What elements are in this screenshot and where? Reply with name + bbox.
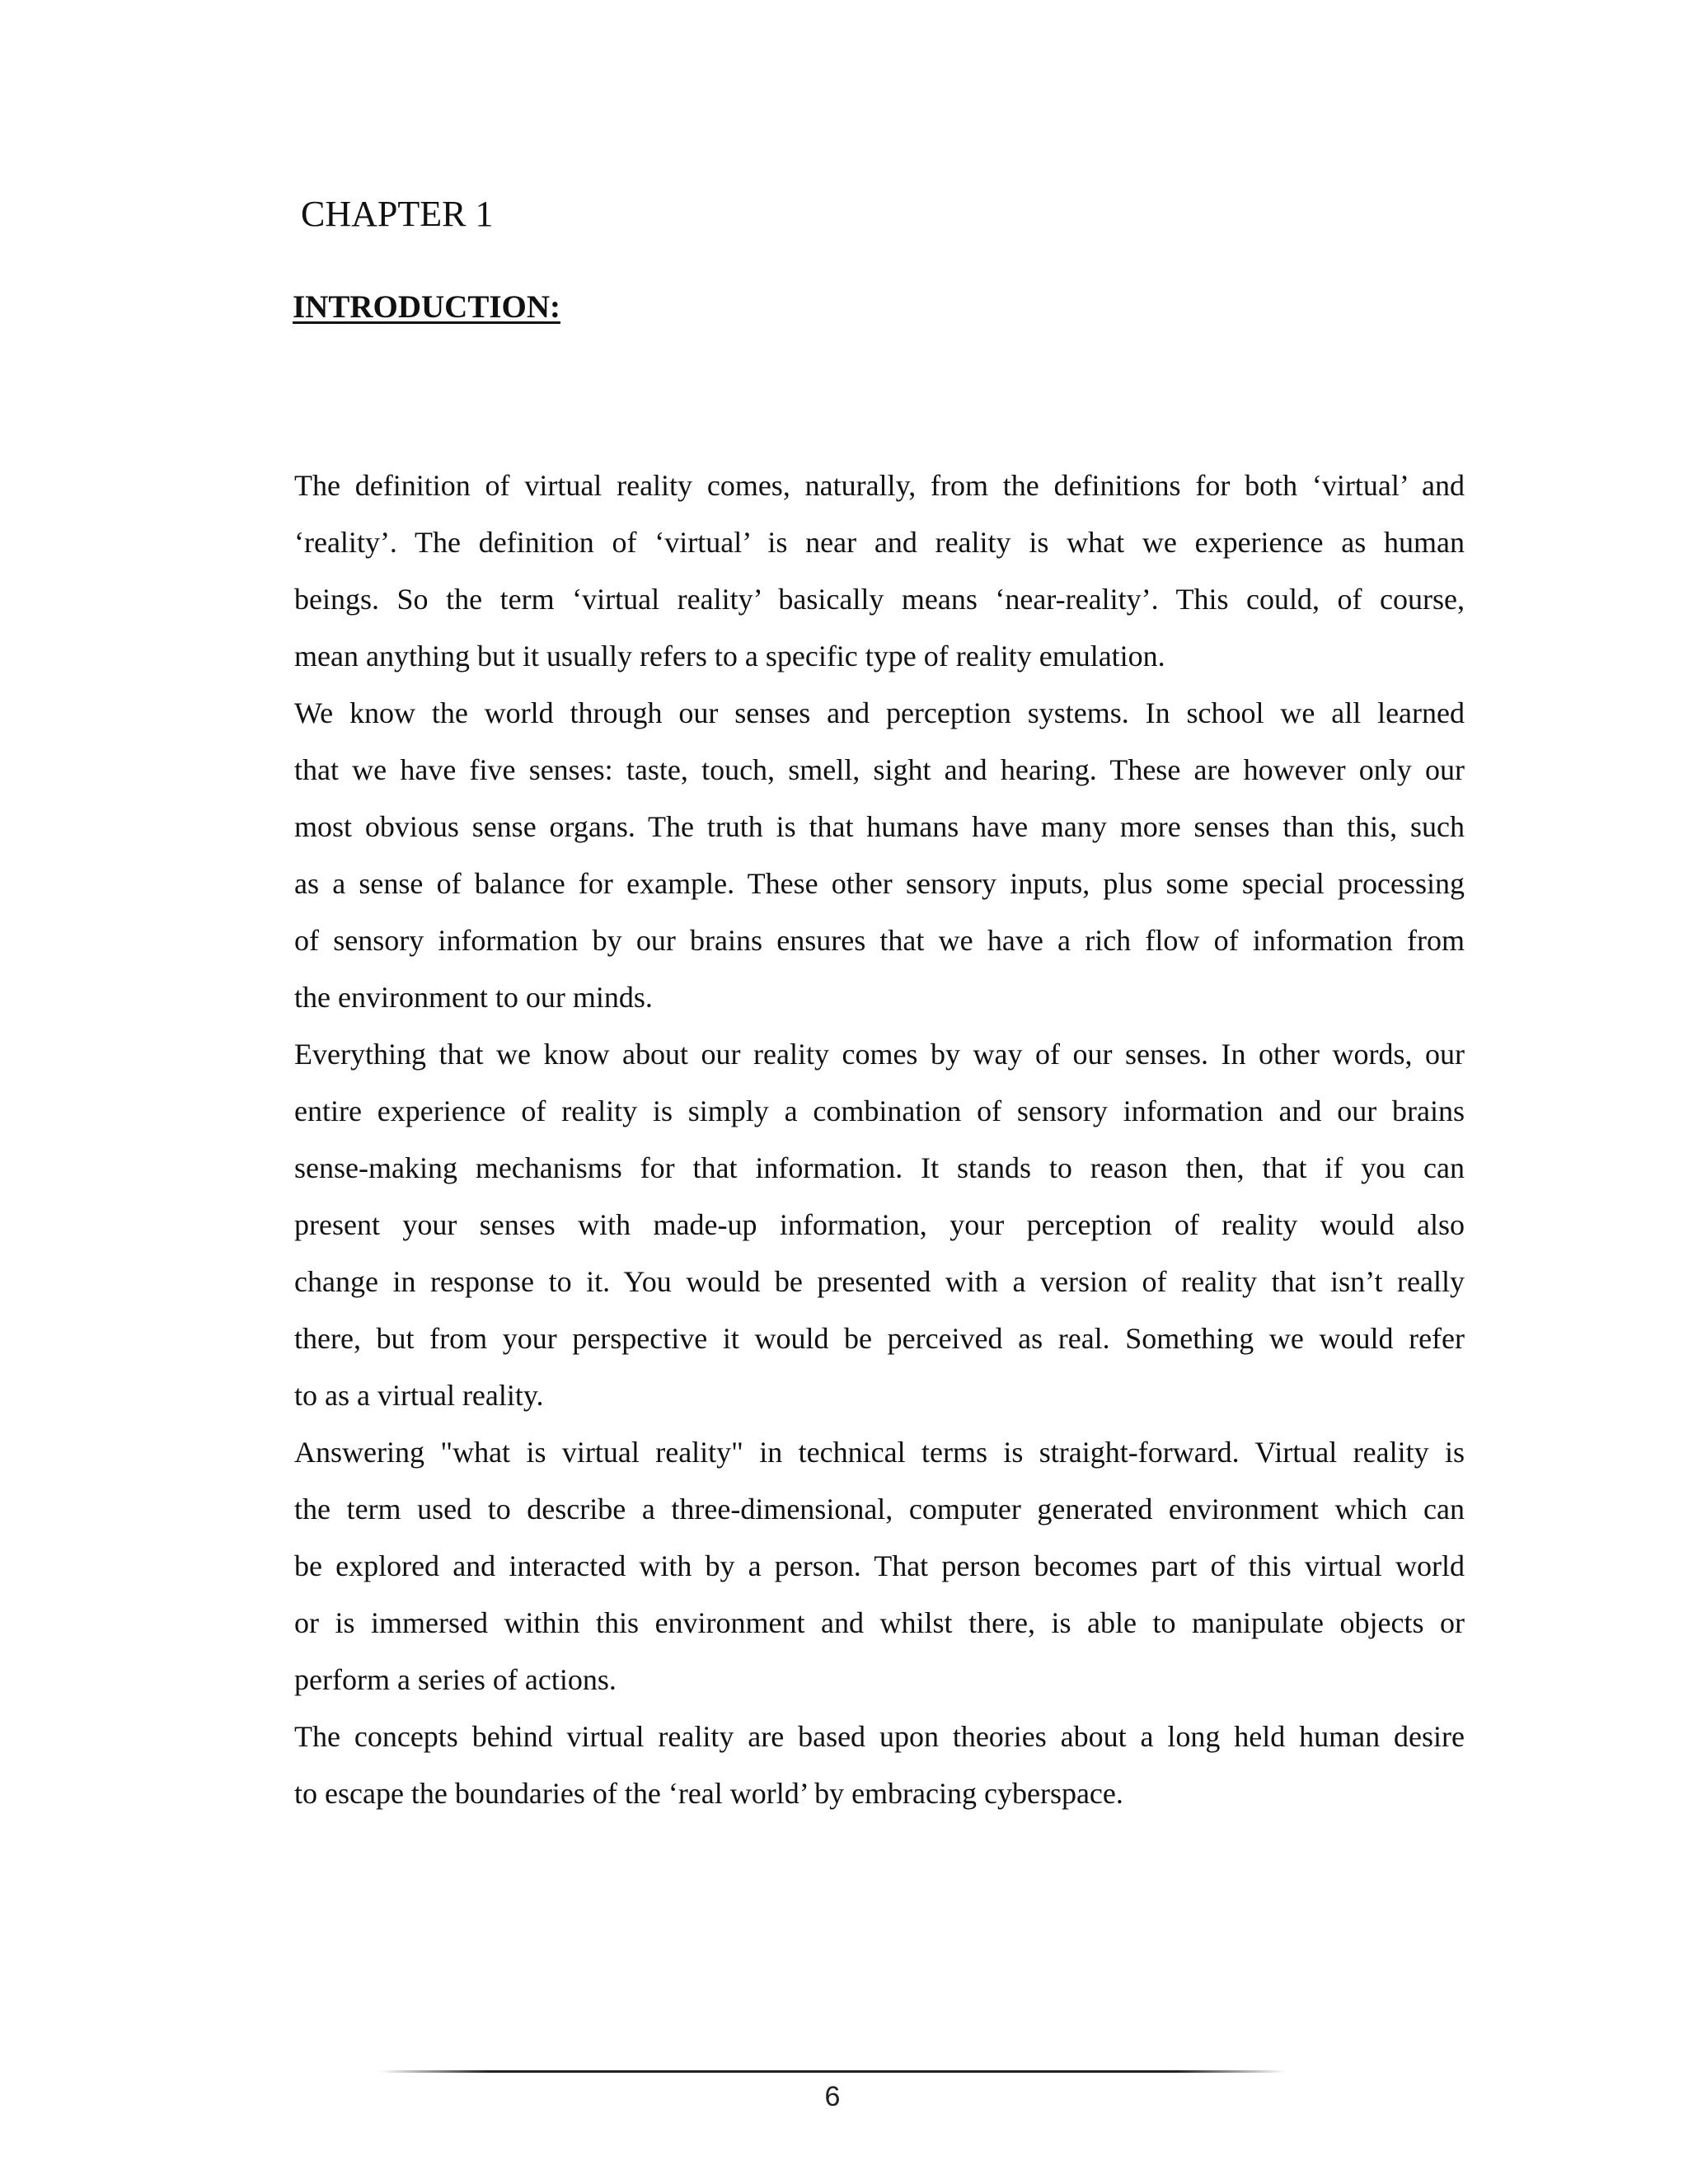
text-line: to escape the boundaries of the ‘real world’ by embracing cyberspace. <box>294 1777 1123 1810</box>
text-line: the term used to describe a three-dimensional, computer generated environment which can <box>294 1493 1465 1526</box>
text-line: We know the world through our senses and perception systems. In school we all learned <box>294 696 1465 729</box>
text-line: beings. So the term ‘virtual reality’ basically means ‘near-reality’. This could, of course, <box>294 583 1465 616</box>
text-line: to as a virtual reality. <box>294 1379 544 1412</box>
text-line: most obvious sense organs. The truth is that humans have many more senses than this, such <box>294 810 1465 843</box>
text-line: present your senses with made-up information, your perception of reality would also <box>294 1208 1465 1241</box>
chapter-heading: CHAPTER 1 <box>301 194 494 234</box>
text-line: that we have five senses: taste, touch, smell, sight and hearing. These are however only our <box>294 753 1465 786</box>
text-line: the environment to our minds. <box>294 981 653 1014</box>
text-line: of sensory information by our brains ensures that we have a rich flow of information from <box>294 924 1465 957</box>
text-line: perform a series of actions. <box>294 1663 617 1696</box>
text-line: Answering "what is virtual reality" in technical terms is straight-forward. Virtual reality is <box>294 1436 1465 1469</box>
text-line: there, but from your perspective it would be perceived as real. Something we would refer <box>294 1322 1465 1355</box>
text-line: ‘reality’. The definition of ‘virtual’ is near and reality is what we experience as human <box>294 526 1465 559</box>
paragraph <box>294 1026 1465 1424</box>
text-line: Everything that we know about our reality comes by way of our senses. In other words, our <box>294 1038 1465 1071</box>
section-title: INTRODUCTION: <box>293 289 561 325</box>
text-line: as a sense of balance for example. These other sensory inputs, plus some special processing <box>294 867 1465 900</box>
paragraph <box>294 457 1465 685</box>
text-line: mean anything but it usually refers to a specific type of reality emulation. <box>294 640 1165 673</box>
text-line: The definition of virtual reality comes, naturally, from the definitions for both ‘virtual’ and <box>294 469 1465 502</box>
text-line: change in response to it. You would be presented with a version of reality that isn’t really <box>294 1265 1465 1298</box>
text-line: sense-making mechanisms for that information. It stands to reason then, that if you can <box>294 1151 1465 1184</box>
footer-divider <box>379 2070 1286 2073</box>
text-line: The concepts behind virtual reality are based upon theories about a long held human desire <box>294 1720 1465 1753</box>
text-line: entire experience of reality is simply a combination of sensory information and our brains <box>294 1094 1465 1127</box>
paragraph <box>294 1708 1465 1822</box>
text-line: be explored and interacted with by a person. That person becomes part of this virtual world <box>294 1549 1465 1582</box>
page-number: 6 <box>824 2081 841 2112</box>
text-line: or is immersed within this environment and whilst there, is able to manipulate objects or <box>294 1606 1465 1639</box>
paragraph <box>294 1424 1465 1708</box>
paragraph <box>294 685 1465 1026</box>
body-text <box>294 457 1465 1822</box>
